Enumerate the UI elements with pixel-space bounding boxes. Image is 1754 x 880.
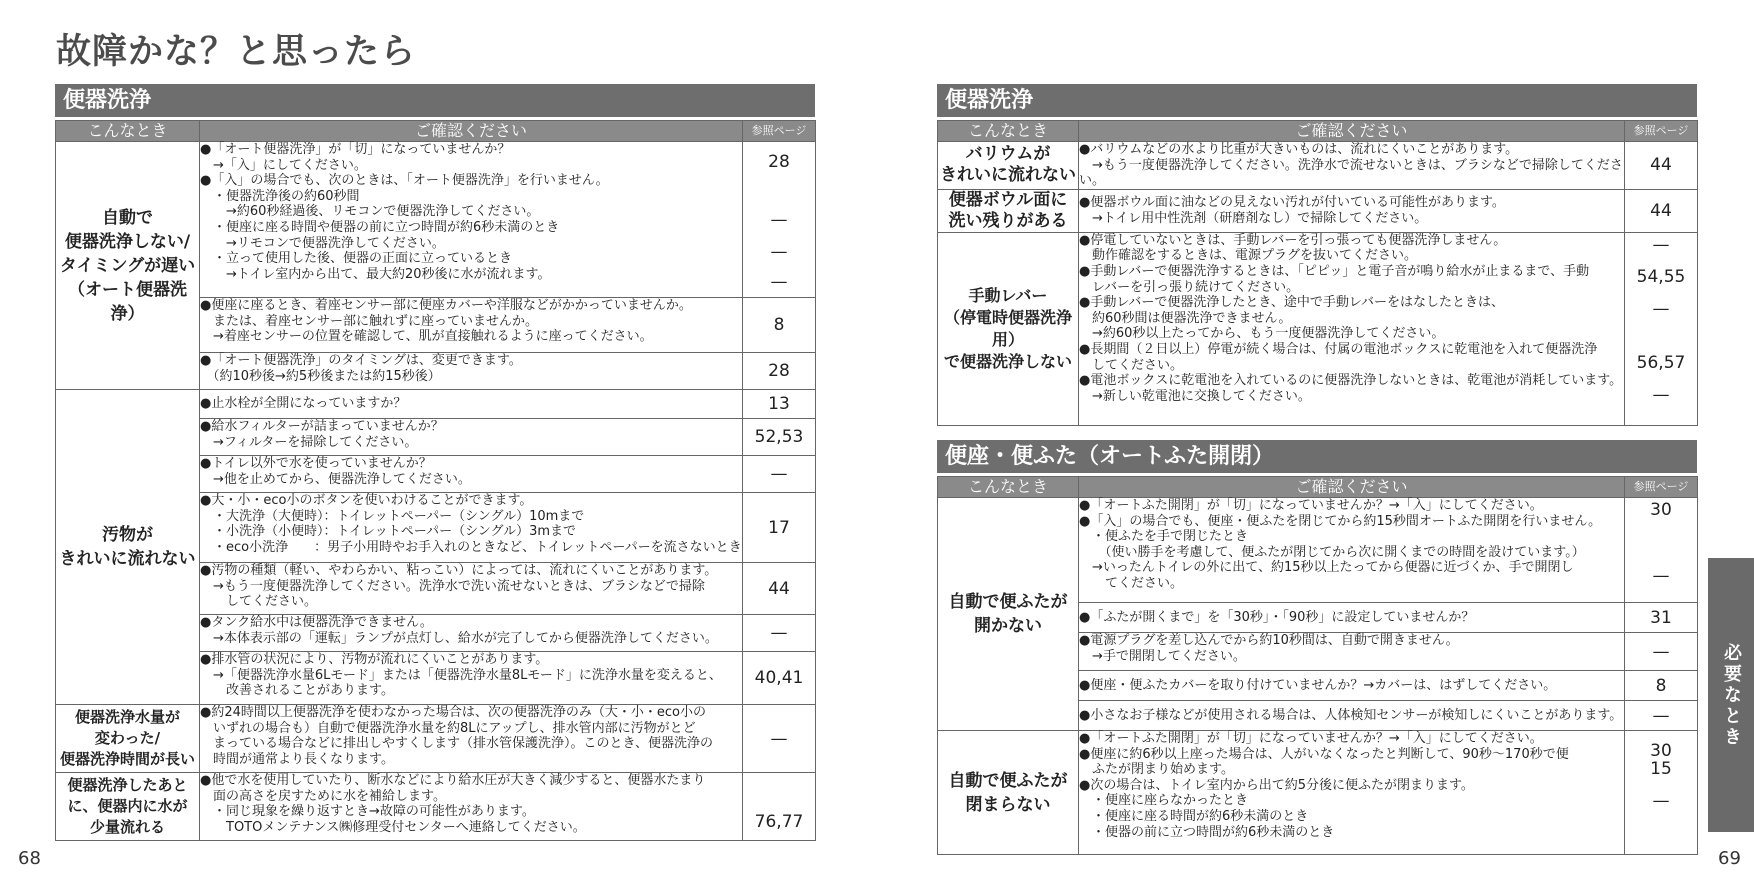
ref-page: — <box>1652 384 1670 405</box>
check-item: ●小さなお子様などが使用される場合は、人体検知センサーが検知しにくいことがあります。 <box>1079 701 1625 731</box>
ref-page: 44 <box>1625 142 1698 190</box>
check-item: ●タンク給水中は便器洗浄できません。 →本体表示部の「運転」ランプが点灯し、給水が完了してから便器洗浄してください。 <box>200 615 743 652</box>
check-item: ●トイレ以外で水を使っていませんか？ →他を止めてから、便器洗浄してください。 <box>200 456 743 493</box>
check-item: ●大・小・eco小のボタンを使いわけることができます。 ・大洗浄（大便時）：トイレットペーパー（シングル）10mまで ・小洗浄（小便時）：トイレットペーパー（シングル）3mまで ・eco小洗浄 ：男子小用時やお手入れのときなど、トイレットペーパーを流さないとき <box>200 493 743 563</box>
left-section-title: 便器洗浄 <box>55 84 815 117</box>
case-bowl-residue: 便器ボウル面に 洗い残りがある <box>938 189 1079 232</box>
ref-page: — <box>1652 298 1670 319</box>
ref-page-cell <box>1625 731 1698 855</box>
check-item: ●停電していないときは、手動レバーを引っ張っても便器洗浄しません。 動作確認をするときは、電源プラグを抜いてください。 ●手動レバーで便器洗浄するときは、「ピピッ」と電子音が鳴り給水が止まるまで、手動 レバーを引っ張り続けてください。 ●手動レバーで便器洗浄したとき、途中で手動レバーをはなしたときは、 約60秒間は便器洗浄できません。 →約60秒以上たってから、もう一度便器洗浄してください。 ●長期間（２日以上）停電が続く場合は、付属の電池ボックスに乾電池を入れて便器洗浄 してください。 ●電池ボックスに乾電池を入れているのに便器洗浄しないときは、乾電池が消耗しています。 →新しい乾電池に交換してください。 <box>1079 232 1625 425</box>
ref-page: 28 <box>768 152 790 172</box>
check-item: ●「ふたが開くまで」を「30秒」・「90秒」に設定していませんか？ <box>1079 603 1625 633</box>
ref-page: 54,55 <box>1636 266 1686 287</box>
check-item: ●汚物の種類（軽い、やわらかい、粘っこい）によっては、流れにくいことがあります。 →もう一度便器洗浄してください。洗浄水で洗い流せないときは、ブラシなどで掃除 してください。 <box>200 563 743 615</box>
ref-page: — <box>1652 234 1670 255</box>
header-ref: 参照ページ <box>1625 477 1698 498</box>
ref-page: — <box>1652 791 1670 811</box>
check-item: ●電源プラグを差し込んでから約10秒間は、自動で開きません。 →手で開閉してください。 <box>1079 633 1625 671</box>
header-when: こんなとき <box>938 121 1079 142</box>
page-number-right: 69 <box>1718 848 1741 869</box>
ref-page: 52,53 <box>743 419 816 456</box>
check-item: ●他で水を使用していたり、断水などにより給水圧が大きく減少すると、便器水たまり 面の高さを戻すために水を補給します。 ・同じ現象を繰り返すとき→故障の可能性があります。 TOTOメンテナンス㈱修理受付センターへ連絡してください。 <box>200 773 743 841</box>
check-item: ●「オートふた開閉」が「切」になっていませんか？→「入」にしてください。 ●「入」の場合でも、便座・便ふたを閉じてから約15秒間オートふた開閉を行いません。 ・便ふたを手で閉じたとき （使い勝手を考慮して、便ふたが閉じてから次に開くまでの時間を設けています。） →いったんトイレの外に出て、約15秒以上たってから便器に近づくか、手で開閉し てください。 <box>1079 498 1625 603</box>
ref-page: 30 <box>1650 741 1672 761</box>
case-water-volume: 便器洗浄水量が 変わった/ 便器洗浄時間が長い <box>56 705 200 773</box>
case-manual-lever: 手動レバー （停電時便器洗浄用） で便器洗浄しない <box>938 232 1079 425</box>
header-check: ご確認ください <box>1079 121 1625 142</box>
ref-page-cell <box>1625 498 1698 603</box>
check-item: ●約24時間以上便器洗浄を使わなかった場合は、次の便器洗浄のみ（大・小・eco小の いずれの場合も）自動で便器洗浄水量を約8Lにアップし、排水管内部に汚物がとど まっている場合などに排出しやすくします（排水管保護洗浄）。このとき、便器洗浄の 時間が通常より長くなります。 <box>200 705 743 773</box>
right-trouble-table-2 <box>937 476 1698 855</box>
left-trouble-table <box>55 120 816 841</box>
case-small-water-flow: 便器洗浄したあと に、便器内に水が 少量流れる <box>56 773 200 841</box>
ref-page: — <box>770 242 788 262</box>
header-ref: 参照ページ <box>743 121 816 142</box>
ref-page: 8 <box>743 298 816 353</box>
check-item: ●便器ボウル面に油などの見えない汚れが付いている可能性があります。 →トイレ用中性洗剤（研磨剤なし）で掃除してください。 <box>1079 189 1625 232</box>
header-check: ご確認ください <box>1079 477 1625 498</box>
check-item: ●バリウムなどの水より比重が大きいものは、流れにくいことがあります。 →もう一度便器洗浄してください。洗浄水で流せないときは、ブラシなどで掃除してください。 <box>1079 142 1623 189</box>
ref-page: 28 <box>743 353 816 390</box>
page-title: 故障かな？と思ったら <box>56 32 417 72</box>
header-when: こんなとき <box>938 477 1079 498</box>
ref-page: — <box>743 456 816 493</box>
case-barium: バリウムが きれいに流れない <box>938 142 1079 190</box>
check-item: ●止水栓が全開になっていますか？ <box>200 390 743 419</box>
ref-page-cell <box>1625 232 1698 425</box>
ref-page: 40,41 <box>743 652 816 705</box>
side-tab-when-needed: 必要なとき <box>1708 558 1754 832</box>
case-not-flushing: 汚物が きれいに流れない <box>56 390 200 705</box>
ref-page: 56,57 <box>1636 352 1686 373</box>
ref-page: — <box>743 705 816 773</box>
right-trouble-table-1 <box>937 120 1698 426</box>
check-item: ●便座・便ふたカバーを取り付けていませんか？→カバーは、はずしてください。 <box>1079 671 1625 701</box>
check-item: ●便座に座るとき、着座センサー部に便座カバーや洋服などがかかっていませんか。 または、着座センサー部に触れずに座っていませんか。 →着座センサーの位置を確認して、肌が直接触れるように座ってください。 <box>200 298 743 353</box>
ref-page: 13 <box>743 390 816 419</box>
right-section1-title: 便器洗浄 <box>937 84 1697 117</box>
ref-page: 17 <box>743 493 816 563</box>
case-lid-not-opening: 自動で便ふたが 開かない <box>938 498 1079 731</box>
case-lid-not-closing: 自動で便ふたが 閉まらない <box>938 731 1079 855</box>
case-auto-flush: 自動で 便器洗浄しない/ タイミングが遅い （オート便器洗浄） <box>56 142 200 390</box>
ref-page: — <box>1625 633 1698 671</box>
check-item: ●給水フィルターが詰まっていませんか？ →フィルターを掃除してください。 <box>200 419 743 456</box>
check-item: ●「オートふた開閉」が「切」になっていませんか？→「入」にしてください。 ●便座に約6秒以上座った場合は、人がいなくなったと判断して、90秒～170秒で便 ふたが閉まり始めます。 ●次の場合は、トイレ室内から出て約5分後に便ふたが閉まります。 ・便座に座らなかったとき ・便座に座る時間が約6秒未満のとき ・便器の前に立つ時間が約6秒未満のとき <box>1079 731 1625 855</box>
ref-page: 15 <box>1650 759 1672 779</box>
header-when: こんなとき <box>56 121 200 142</box>
ref-page: — <box>1652 566 1670 586</box>
ref-page: — <box>770 210 788 230</box>
ref-page-cell <box>743 142 816 298</box>
check-item: ●排水管の状況により、汚物が流れにくいことがあります。 →「便器洗浄水量6Lモード」または「便器洗浄水量8Lモード」に洗浄水量を変えると、 改善されることがあります。 <box>200 652 743 705</box>
ref-page: 30 <box>1650 500 1672 520</box>
ref-page: — <box>770 272 788 292</box>
ref-page: — <box>743 615 816 652</box>
page-number-left: 68 <box>18 848 41 869</box>
check-item: ●「オート便器洗浄」のタイミングは、変更できます。 （約10秒後→約5秒後または約15秒後） <box>200 353 743 390</box>
ref-page: 44 <box>743 563 816 615</box>
ref-page: 44 <box>1625 189 1698 232</box>
ref-page: — <box>1625 701 1698 731</box>
check-item: ●「オート便器洗浄」が「切」になっていませんか？ →「入」にしてください。 ●「入」の場合でも、次のときは、「オート便器洗浄」を行いません。 ・便器洗浄後の約60秒間 →約60秒経過後、リモコンで便器洗浄してください。 ・便座に座る時間や便器の前に立つ時間が約6秒未満のとき →リモコンで便器洗浄してください。 ・立って使用した後、便器の正面に立っているとき →トイレ室内から出て、最大約20秒後に水が流れます。 <box>200 142 743 298</box>
right-section2-title: 便座・便ふた（オートふた開閉） <box>937 440 1697 473</box>
ref-page: 31 <box>1625 603 1698 633</box>
ref-page: 8 <box>1625 671 1698 701</box>
ref-page: 76,77 <box>743 773 816 841</box>
header-ref: 参照ページ <box>1625 121 1698 142</box>
header-check: ご確認ください <box>200 121 743 142</box>
